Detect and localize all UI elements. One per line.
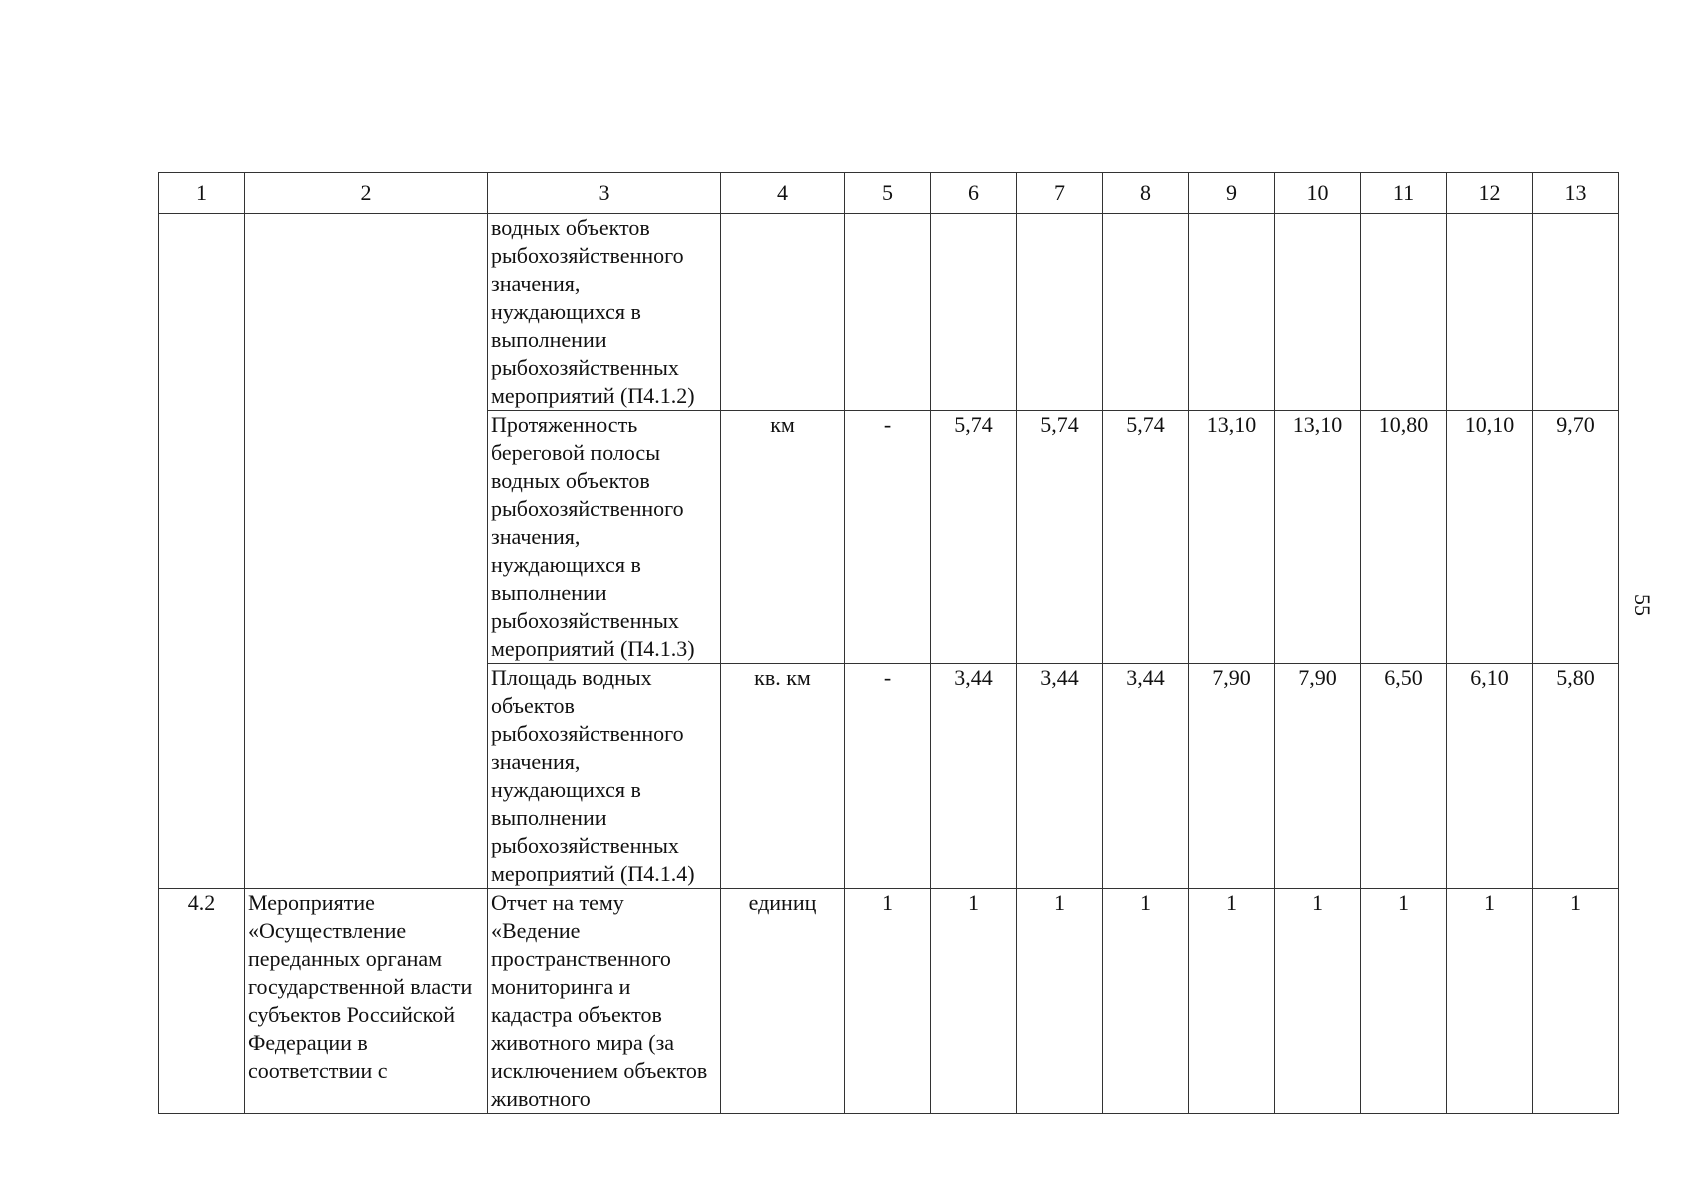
value-cell: 1: [1361, 889, 1447, 1114]
value-cell: [1361, 214, 1447, 411]
value-cell: [845, 214, 931, 411]
unit-cell: км: [721, 411, 845, 664]
column-number-row: [159, 173, 1619, 214]
value-cell: -: [845, 411, 931, 664]
indicator-name-cell: Площадь водных объектов рыбохозяйственного значения, нуждающихся в выполнении рыбохозяйственных мероприятий (П4.1.4): [488, 664, 721, 889]
value-cell: 10,10: [1447, 411, 1533, 664]
column-number: 4: [721, 173, 845, 214]
column-number: 13: [1533, 173, 1619, 214]
activity-name-cell: [245, 214, 488, 889]
value-cell: -: [845, 664, 931, 889]
value-cell: 6,50: [1361, 664, 1447, 889]
value-cell: 7,90: [1189, 664, 1275, 889]
indicator-name-cell: Протяженность береговой полосы водных объектов рыбохозяйственного значения, нуждающихся в выполнении рыбохозяйственных мероприятий (П4.1.3): [488, 411, 721, 664]
column-number: 10: [1275, 173, 1361, 214]
value-cell: 5,74: [1017, 411, 1103, 664]
column-number: 7: [1017, 173, 1103, 214]
value-cell: [931, 214, 1017, 411]
value-cell: 10,80: [1361, 411, 1447, 664]
column-number: 11: [1361, 173, 1447, 214]
value-cell: 1: [931, 889, 1017, 1114]
value-cell: 1: [1189, 889, 1275, 1114]
column-number: 8: [1103, 173, 1189, 214]
indicator-name-cell: Отчет на тему «Ведение пространственного мониторинга и кадастра объектов животного мира (за исключением объектов животного: [488, 889, 721, 1114]
value-cell: 1: [1447, 889, 1533, 1114]
column-number: 12: [1447, 173, 1533, 214]
value-cell: 5,74: [1103, 411, 1189, 664]
value-cell: 1: [1103, 889, 1189, 1114]
item-number-cell: 4.2: [159, 889, 245, 1114]
value-cell: 6,10: [1447, 664, 1533, 889]
value-cell: [1017, 214, 1103, 411]
page-number: 55: [1630, 594, 1655, 616]
value-cell: 1: [1017, 889, 1103, 1114]
column-number: 5: [845, 173, 931, 214]
unit-cell: [721, 214, 845, 411]
column-number: 1: [159, 173, 245, 214]
value-cell: 13,10: [1189, 411, 1275, 664]
activity-name-cell: Мероприятие «Осуществление переданных органам государственной власти субъектов Российской Федерации в соответствии с: [245, 889, 488, 1114]
table-row: [159, 889, 1619, 1114]
value-cell: [1103, 214, 1189, 411]
value-cell: [1447, 214, 1533, 411]
column-number: 9: [1189, 173, 1275, 214]
value-cell: 3,44: [1103, 664, 1189, 889]
item-number-cell: [159, 214, 245, 889]
value-cell: 1: [1533, 889, 1619, 1114]
value-cell: 5,74: [931, 411, 1017, 664]
table-row: [159, 214, 1619, 411]
value-cell: 13,10: [1275, 411, 1361, 664]
value-cell: 3,44: [931, 664, 1017, 889]
column-number: 3: [488, 173, 721, 214]
value-cell: [1189, 214, 1275, 411]
column-number: 2: [245, 173, 488, 214]
value-cell: 9,70: [1533, 411, 1619, 664]
value-cell: 7,90: [1275, 664, 1361, 889]
column-number: 6: [931, 173, 1017, 214]
value-cell: 3,44: [1017, 664, 1103, 889]
unit-cell: единиц: [721, 889, 845, 1114]
value-cell: 1: [845, 889, 931, 1114]
value-cell: [1533, 214, 1619, 411]
indicator-name-cell: водных объектов рыбохозяйственного значения, нуждающихся в выполнении рыбохозяйственных мероприятий (П4.1.2): [488, 214, 721, 411]
value-cell: 5,80: [1533, 664, 1619, 889]
indicators-table: [158, 172, 1619, 1114]
value-cell: [1275, 214, 1361, 411]
unit-cell: кв. км: [721, 664, 845, 889]
value-cell: 1: [1275, 889, 1361, 1114]
